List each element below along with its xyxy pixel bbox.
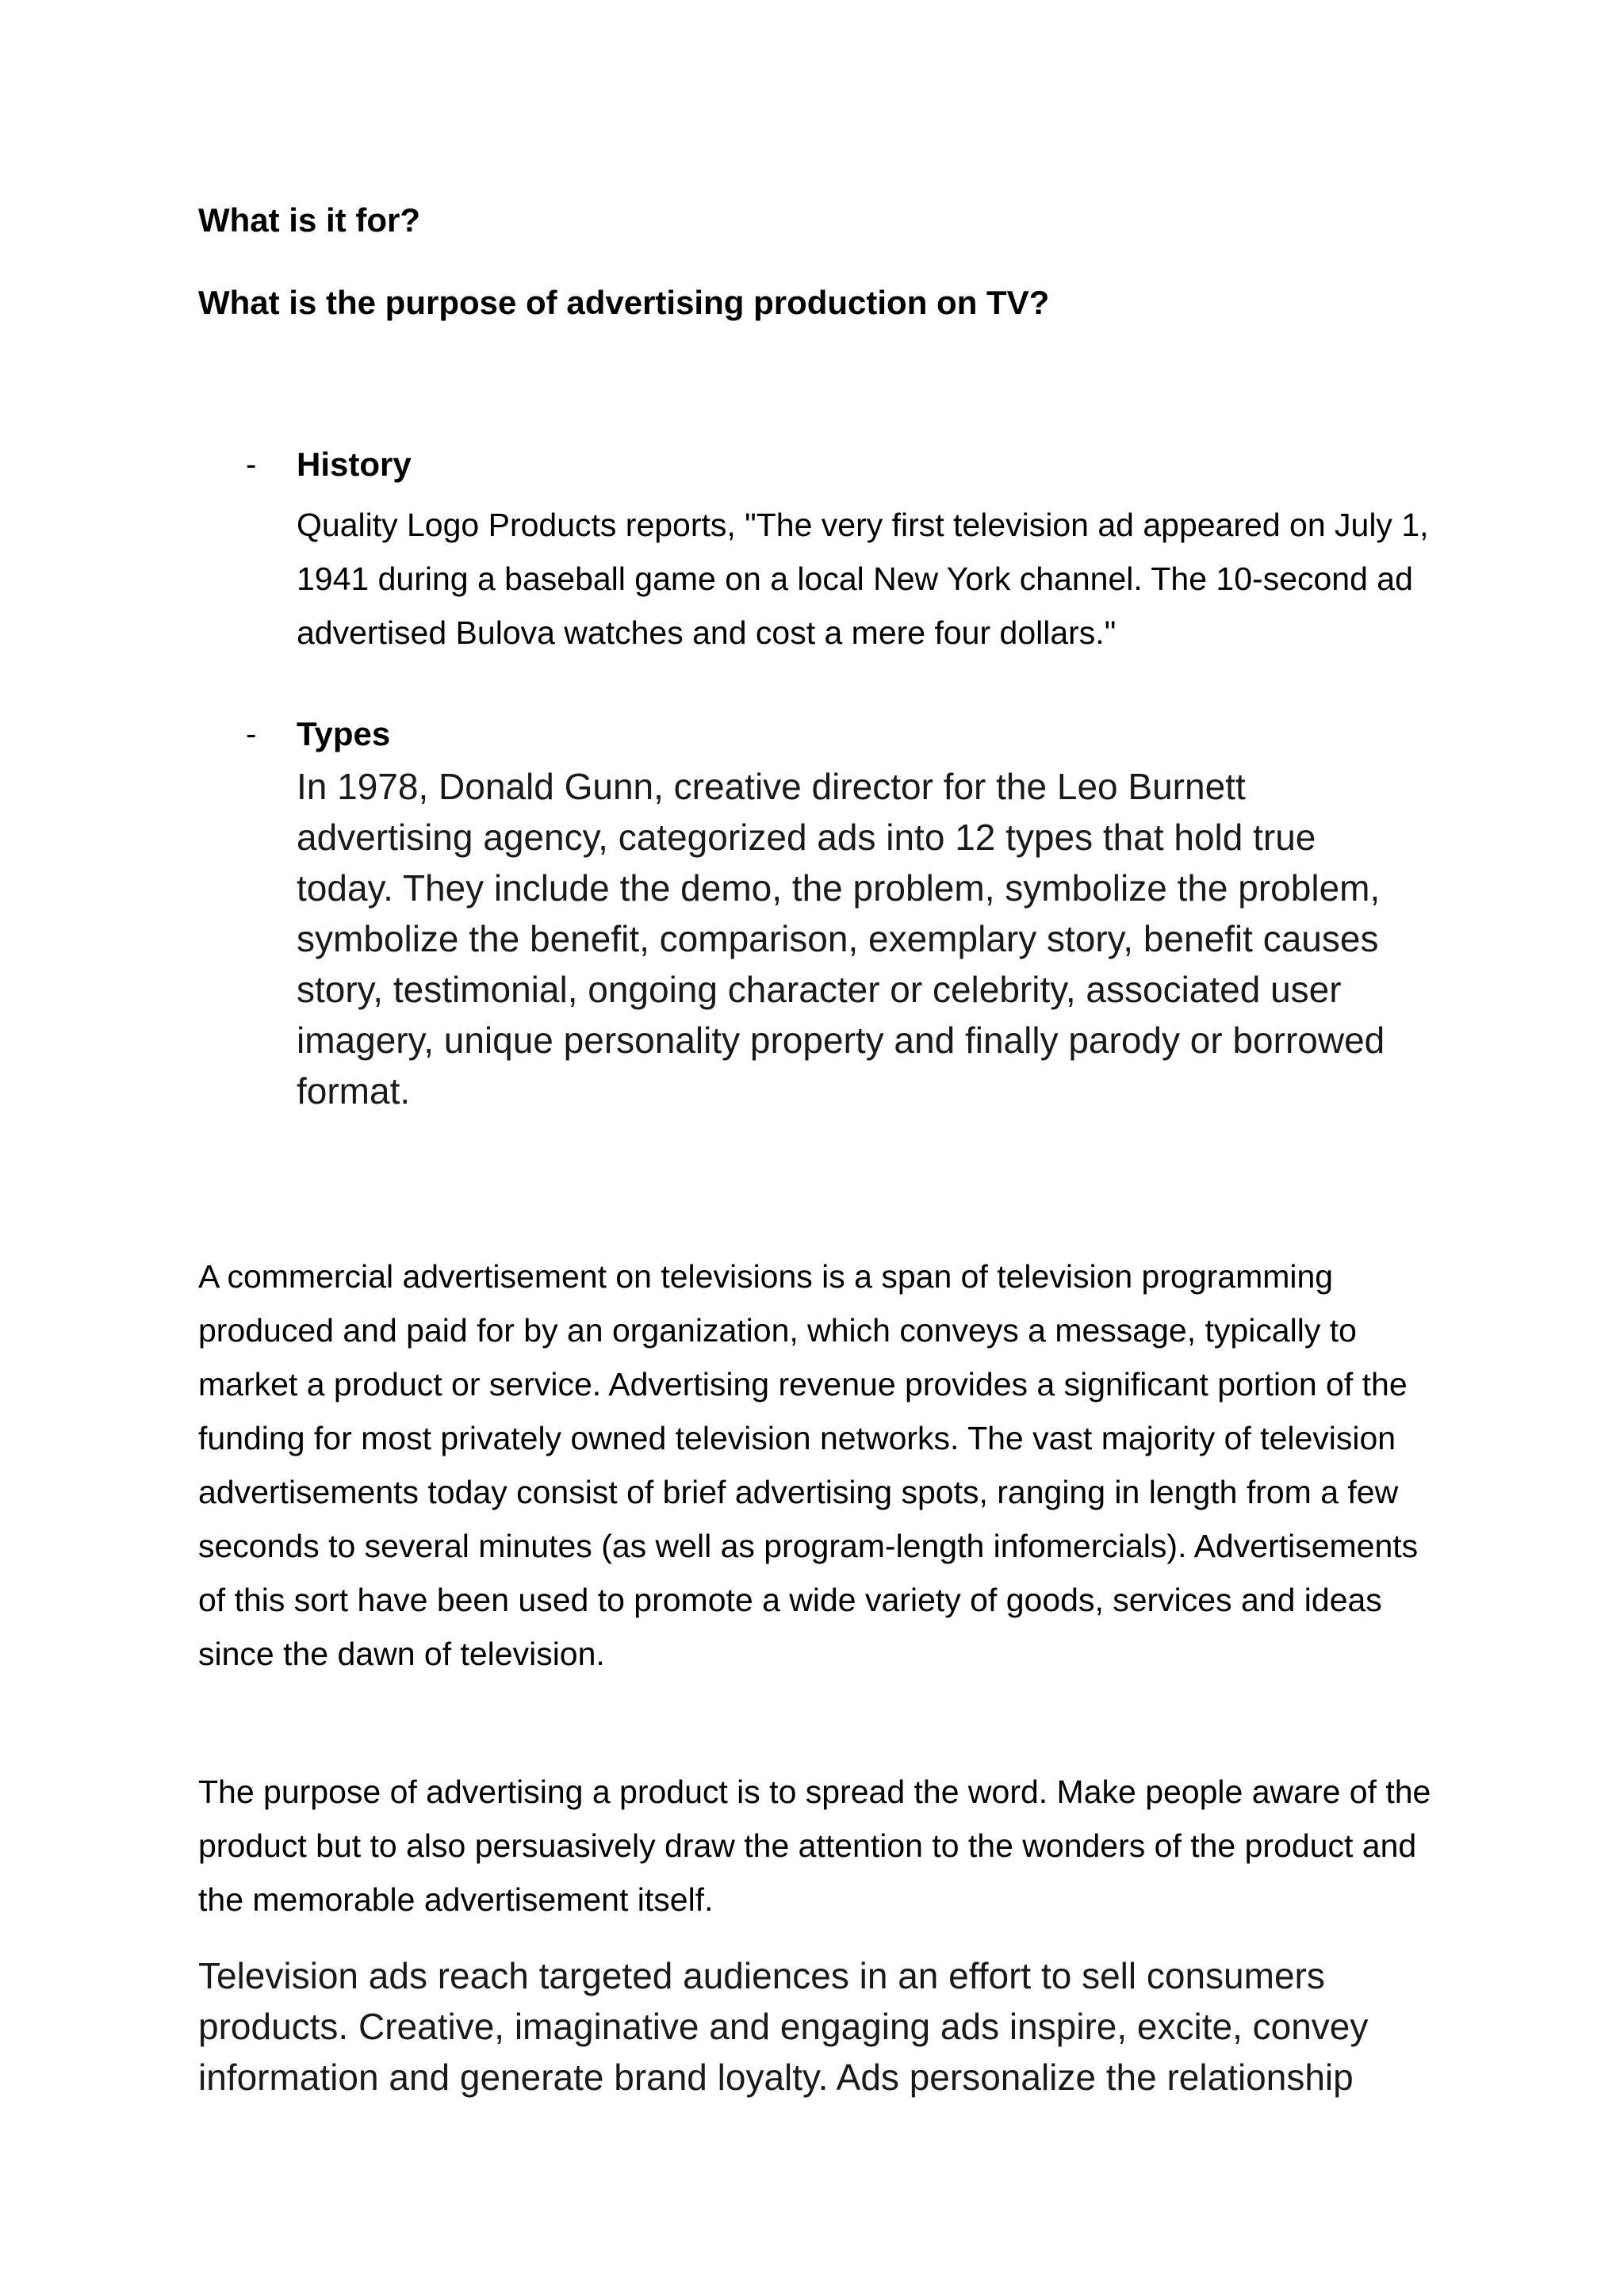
bullet-dash-types: - [246, 717, 257, 752]
section-title-history: History [297, 446, 412, 483]
history-paragraph: Quality Logo Products reports, "The very first television ad appeared on July 1, 1941 during a baseball game on a local New York channel. The 10-second ad advertised Bulova watches and cost a mere four dollars." [297, 507, 1429, 651]
body-paragraph-purpose: The purpose of advertising a product is to spread the word. Make people aware of the product but to also persuasively draw the attention to the wonders of the product and the memorable advertisement itself. [198, 1774, 1431, 1918]
body-paragraph-television-ads: Television ads reach targeted audiences in an effort to sell consumers products. Creative, imaginative and engaging ads inspire, excite, convey information and generate brand loyalty. Ads personalize the relationship [198, 1955, 1369, 2098]
heading-purpose-question: What is the purpose of advertising production on TV? [198, 284, 1050, 321]
section-title-types: Types [297, 715, 391, 752]
bullet-dash-history: - [246, 447, 257, 482]
body-paragraph-commercial: A commercial advertisement on televisions is a span of television programming produced and paid for by an organization, which conveys a message, typically to market a product or service. Advertising revenue provides a significant portion of the funding for most privately owned television networks. The vast majority of television advertisements today consist of brief advertising spots, ranging in length from a few seconds to several minutes (as well as program-length infomercials). Advertisements of this sort have been used to promote a wide variety of goods, services and ideas since the dawn of television. [198, 1258, 1419, 1672]
types-paragraph: In 1978, Donald Gunn, creative director for the Leo Burnett advertising agency, categorized ads into 12 types that hold true today. They include the demo, the problem, symbolize the problem, symbolize the benefit, comparison, exemplary story, benefit causes story, testimonial, ongoing character or celebrity, associated user imagery, unique personality property and finally parody or borrowed format. [297, 766, 1385, 1112]
heading-what-is-it-for: What is it for? [198, 201, 420, 239]
